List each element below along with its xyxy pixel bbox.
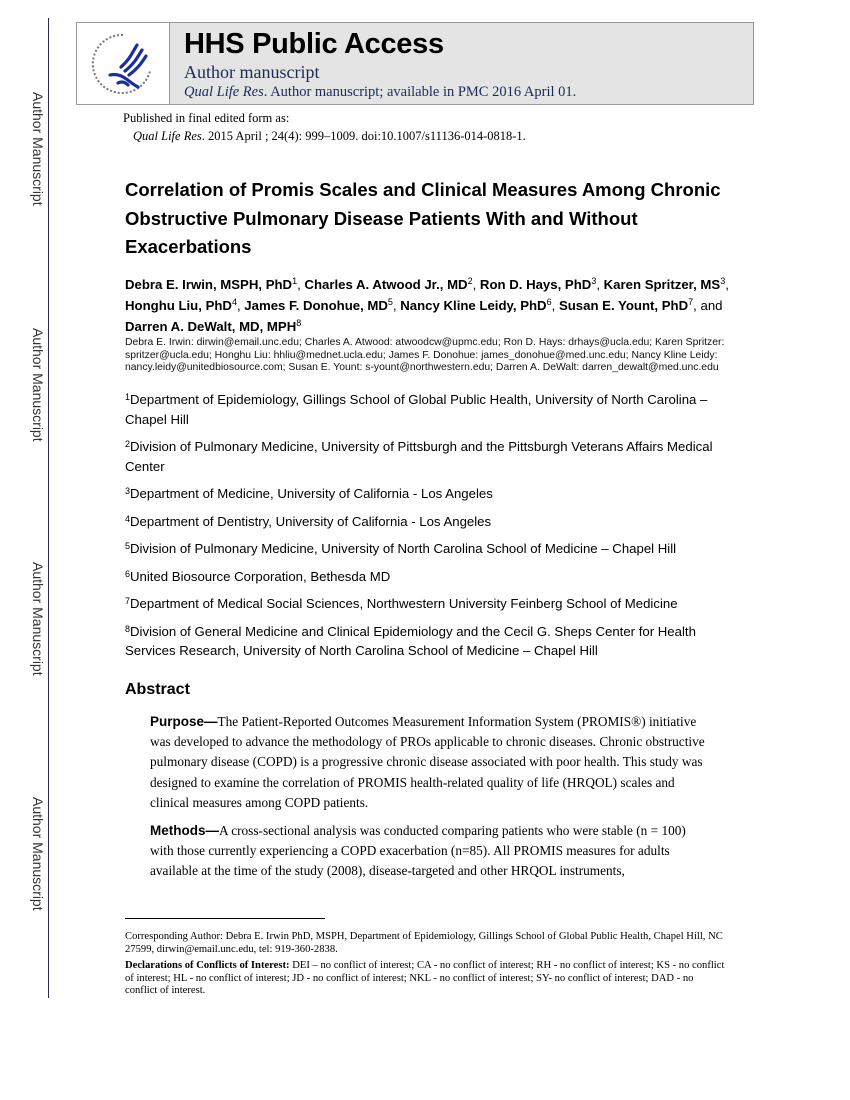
affiliation-text: Department of Dentistry, University of California - Los Angeles <box>130 513 492 529</box>
author-separator: , and <box>693 298 723 313</box>
author-name: Nancy Kline Leidy, PhD <box>400 298 547 313</box>
author-manuscript-watermark: Author Manuscript <box>30 797 46 911</box>
author-separator: , <box>236 298 245 313</box>
affiliation-number: 7 <box>125 596 131 606</box>
abstract-methods <box>150 821 710 882</box>
abstract-purpose <box>150 712 710 813</box>
author-separator: , <box>551 298 559 313</box>
affiliation-text: Department of Epidemiology, Gillings School of Global Public Health, University of North Carolina – Chapel Hill <box>125 392 708 427</box>
affiliation-list <box>125 390 730 669</box>
author-separator: , <box>725 277 729 292</box>
author-affiliation-marker[interactable]: 7 <box>688 297 694 307</box>
affiliation-item <box>125 567 730 587</box>
hhs-public-access-banner <box>76 22 754 105</box>
published-form <box>123 109 526 145</box>
author-affiliation-marker[interactable]: 5 <box>387 297 393 307</box>
author-name: Honghu Liu, PhD <box>125 298 232 313</box>
author-separator: , <box>392 298 401 313</box>
availability-line <box>184 83 576 101</box>
author-affiliation-marker[interactable]: 1 <box>292 276 298 286</box>
conflicts-label: Declarations of Conflicts of Interest: <box>125 960 290 972</box>
citation <box>123 127 526 145</box>
author-affiliation-marker[interactable]: 6 <box>546 297 552 307</box>
author-list <box>125 274 730 337</box>
author-separator: , <box>596 277 604 292</box>
methods-label: Methods— <box>150 823 219 838</box>
citation-journal: Qual Life Res <box>133 129 202 143</box>
affiliation-item <box>125 622 730 661</box>
affiliation-item <box>125 390 730 429</box>
author-separator: , <box>472 277 480 292</box>
conflicts-of-interest <box>125 960 725 998</box>
author-manuscript-watermark: Author Manuscript <box>30 562 46 676</box>
affiliation-text: Division of Pulmonary Medicine, University of North Carolina School of Medicine – Chapel Hill <box>130 541 677 556</box>
affiliation-text: Department of Medicine, University of California - Los Angeles <box>130 486 493 501</box>
hhs-logo <box>77 23 170 104</box>
author-affiliation-marker[interactable]: 3 <box>591 276 597 286</box>
journal-name: Qual Life Res <box>184 84 264 100</box>
hhs-eagle-seal-icon <box>88 29 158 99</box>
affiliation-text: Division of Pulmonary Medicine, University of Pittsburgh and the Pittsburgh Veterans Affairs Medical Center <box>125 439 713 474</box>
affiliation-number: 8 <box>125 623 131 634</box>
author-manuscript-watermark: Author Manuscript <box>30 92 46 206</box>
author-affiliation-marker[interactable]: 8 <box>296 318 302 328</box>
affiliation-number: 6 <box>125 568 131 579</box>
author-name: James F. Donohue, MD <box>244 298 388 313</box>
abstract-heading: Abstract <box>125 681 190 698</box>
author-separator: , <box>297 277 305 292</box>
author-name: Darren A. DeWalt, MD, MPH <box>125 319 297 334</box>
affiliation-text: United Biosource Corporation, Bethesda MD <box>130 568 391 584</box>
affiliation-item <box>125 512 730 532</box>
affiliation-number: 3 <box>125 486 131 496</box>
citation-text[interactable]: . 2015 April ; 24(4): 999–1009. doi:10.1007/s11136-014-0818-1. <box>201 129 526 143</box>
availability-text: . Author manuscript; available in PMC 2016 April 01. <box>263 84 577 100</box>
author-name: Ron D. Hays, PhD <box>479 277 592 292</box>
banner-subtitle: Author manuscript <box>184 62 320 82</box>
affiliation-item <box>125 594 730 614</box>
conflicts-text: DEI – no conflict of interest; CA - no conflict of interest; RH - no conflict of interest; KS - no conflict of interest; HL - no conflict of interest; JD - no conflict of interest; NKL - no conflict of interest; SY- no conflict of interest; DAD - no conflict of interest. <box>125 960 725 997</box>
margin-rule <box>48 18 49 998</box>
author-affiliation-marker[interactable]: 2 <box>467 276 473 286</box>
author-affiliation-marker[interactable]: 3 <box>720 276 726 286</box>
affiliation-number: 4 <box>125 513 131 524</box>
affiliation-text: Department of Medical Social Sciences, Northwestern University Feinberg School of Medicine <box>130 596 678 611</box>
affiliation-number: 1 <box>125 392 131 402</box>
affiliation-item <box>125 484 730 504</box>
author-name: Susan E. Yount, PhD <box>558 298 689 313</box>
author-affiliation-marker[interactable]: 4 <box>231 297 237 307</box>
affiliation-item <box>125 437 730 476</box>
author-manuscript-watermark: Author Manuscript <box>30 328 46 442</box>
purpose-text: The Patient-Reported Outcomes Measurement Information System (PROMIS®) initiative was developed to advance the methodology of PROs applicable to chronic diseases. Chronic obstructive pulmonary disease (COPD) is a progressive chronic disease associated with poor health. This study was designed to examine the correlation of PROMIS health-related quality of life (HRQOL) scales and clinical measures among COPD patients. <box>150 714 705 810</box>
author-name: Debra E. Irwin, MSPH, PhD <box>125 277 293 292</box>
author-name: Charles A. Atwood Jr., MD <box>304 277 468 292</box>
footnote-divider <box>125 918 325 919</box>
banner-title: HHS Public Access <box>184 28 444 60</box>
affiliation-number: 2 <box>125 439 131 449</box>
article-title: Correlation of Promis Scales and Clinical Measures Among Chronic Obstructive Pulmonary Disease Patients With and Without Exacerbations <box>125 179 721 257</box>
affiliation-text: Division of General Medicine and Clinical Epidemiology and the Cecil G. Sheps Center for Health Services Research, University of North Carolina School of Medicine – Chapel Hill <box>125 623 696 658</box>
corresponding-author: Corresponding Author: Debra E. Irwin PhD, MSPH, Department of Epidemiology, Gillings School of Global Public Health, Chapel Hill, NC 27599, dirwin@email.unc.edu, tel: 919-360-2838. <box>125 931 723 955</box>
affiliation-number: 5 <box>125 541 131 551</box>
published-label: Published in final edited form as: <box>123 111 290 125</box>
footnotes <box>125 931 725 1002</box>
author-emails: Debra E. Irwin: dirwin@email.unc.edu; Charles A. Atwood: atwoodcw@upmc.edu; Ron D. Hays: drhays@ucla.edu; Karen Spritzer: spritzer@ucla.edu; Honghu Liu: hhliu@mednet.ucla.edu; James F. Donohue: james_donohue@med.unc.edu; Nancy Kline Leidy: nancy.leidy@unitedbiosource.com; Susan E. Yount: s-yount@northwestern.edu; Darren A. DeWalt: darren_dewalt@med.unc.edu <box>125 337 725 374</box>
author-name: Karen Spritzer, MS <box>603 277 721 292</box>
methods-text: A cross-sectional analysis was conducted comparing patients who were stable (n = 100) with those currently experiencing a COPD exacerbation (n=85). All PROMIS measures for adults available at the time of the study (2008), disease-targeted and other HRQOL instruments, <box>150 823 686 879</box>
purpose-label: Purpose— <box>150 714 218 729</box>
affiliation-item <box>125 539 730 559</box>
